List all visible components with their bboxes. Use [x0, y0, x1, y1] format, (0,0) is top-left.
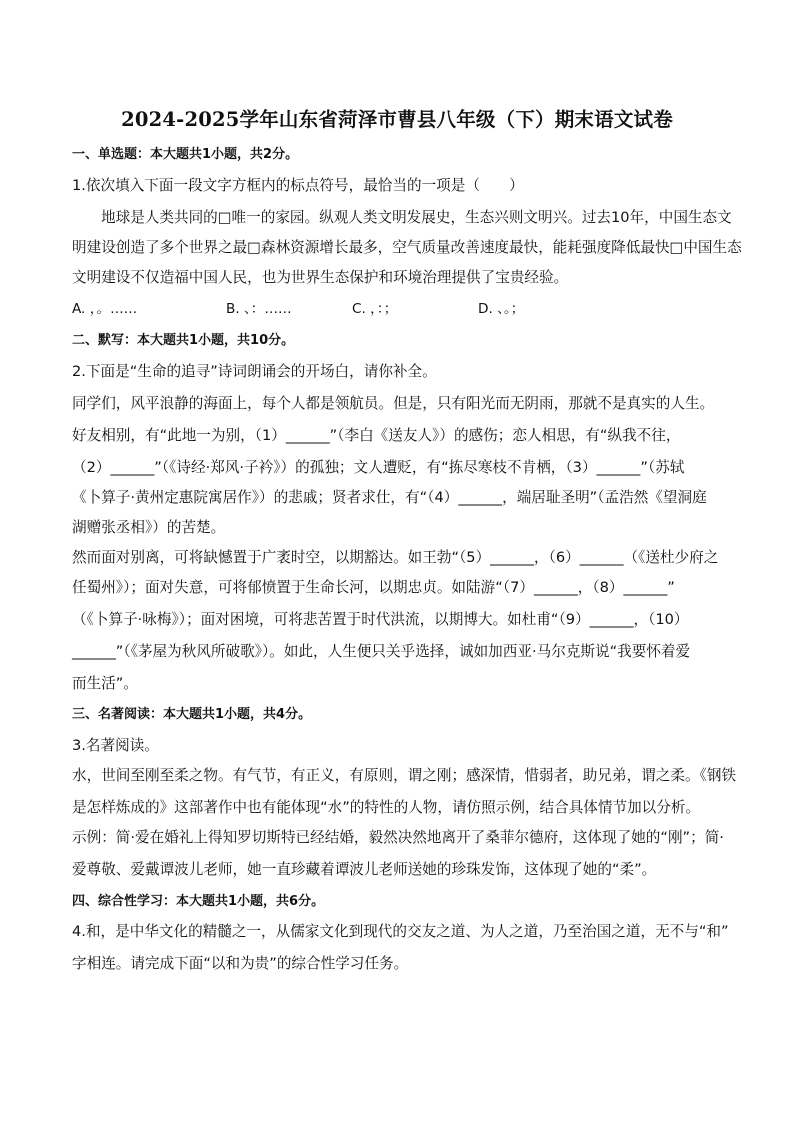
question-2-line: 同学们，风平浪静的海面上，每个人都是领航员。但是，只有阳光而无阴雨，那就不是真实的人生。 [72, 395, 715, 412]
question-1-passage-line: 文明建设不仅造福中国人民，也为世界生态保护和环境治理提供了宝贵经验。 [72, 269, 569, 286]
section-heading-classics-reading: 三、名著阅读：本大题共1小题，共4分。 [72, 707, 312, 722]
section-heading-dictation: 二、默写：本大题共1小题，共10分。 [72, 333, 295, 348]
question-4-line: 字相连。请完成下面“以和为贵”的综合性学习任务。 [72, 955, 409, 972]
question-1-option-c: C. ，：； [352, 301, 398, 317]
question-1-option-b: B. 、：…… [226, 301, 292, 317]
section-heading-comprehensive-learning: 四、综合性学习：本大题共1小题，共6分。 [72, 894, 325, 909]
question-3-line: 3.名著阅读。 [72, 737, 159, 754]
question-1-stem: 1.依次填入下面一段文字方框内的标点符号，最恰当的一项是（ ） [72, 177, 524, 194]
question-1-option-a: A. ，。…… [72, 301, 138, 317]
question-3-line: 爱尊敬、爱戴谭波儿老师，她一直珍藏着谭波儿老师送她的珍珠发饰，这体现了她的“柔”。 [72, 861, 657, 878]
question-1-option-d: D. 、。； [478, 301, 525, 317]
question-3-line: 水，世间至刚至柔之物。有气节，有正义，有原则，谓之刚；感深情，惜弱者，助兄弟，谓之柔。《钢铁 [72, 767, 737, 784]
question-2-line: （《卜算子·咏梅》）；面对困境，可将悲苦置于时代洪流，以期博大。如杜甫“（9）______，（10） [72, 611, 689, 628]
question-2-line: （2）______”（《诗经·郑风·子衿》）的孤独；文人遭贬，有“拣尽寒枝不肯栖，（3）______”（苏轼 [72, 459, 685, 476]
question-2-line: 而生活”。 [72, 675, 138, 692]
question-2-line: 湖赠张丞相》）的苦楚。 [72, 519, 226, 536]
question-2-line: 任蜀州》）；面对失意，可将郁愤置于生命长河，以期忠贞。如陆游“（7）______，（8）______” [72, 579, 675, 596]
question-3-line: 是怎样炼成的》这部著作中也有能体现“水”的特性的人物，请仿照示例，结合具体情节加以分析。 [72, 799, 701, 816]
page-title: 2024-2025学年山东省菏泽市曹县八年级（下）期末语文试卷 [121, 108, 673, 131]
question-2-line: 好友相别，有“此地一为别，（1）______”（李白《送友人》）的感伤；恋人相思，有“纵我不往， [72, 427, 681, 444]
question-2-line: ______”（《茅屋为秋风所破歌》）。如此，人生便只关乎选择，诚如加西亚·马尔克斯说“我要怀着爱 [72, 643, 691, 660]
question-4-line: 4.和，是中华文化的精髓之一，从儒家文化到现代的交友之道、为人之道，乃至治国之道，无不与“和” [72, 923, 729, 940]
question-2-line: 然而面对别离，可将缺憾置于广袤时空，以期豁达。如王勃“（5）______，（6）______（《送杜少府之 [72, 549, 719, 566]
question-3-line: 示例：简·爱在婚礼上得知罗切斯特已经结婚，毅然决然地离开了桑菲尔德府，这体现了她的“刚”；简· [72, 829, 724, 846]
question-2-line: 2.下面是“生命的追寻”诗词朗诵会的开场白，请你补全。 [72, 363, 437, 380]
question-2-line: 《卜算子·黄州定惠院寓居作》）的悲戚；贤者求仕，有“（4）______，端居耻圣明”（孟浩然《望洞庭 [72, 489, 707, 506]
question-1-passage-line: 明建设创造了多个世界之最□森林资源增长最多，空气质量改善速度最快，能耗强度降低最快□中国生态 [72, 239, 742, 256]
section-heading-single-choice: 一、单选题：本大题共1小题，共2分。 [72, 147, 299, 162]
question-1-passage-line: 地球是人类共同的□唯一的家园。纵观人类文明发展史，生态兴则文明兴。过去10年，中国生态文 [101, 209, 732, 226]
